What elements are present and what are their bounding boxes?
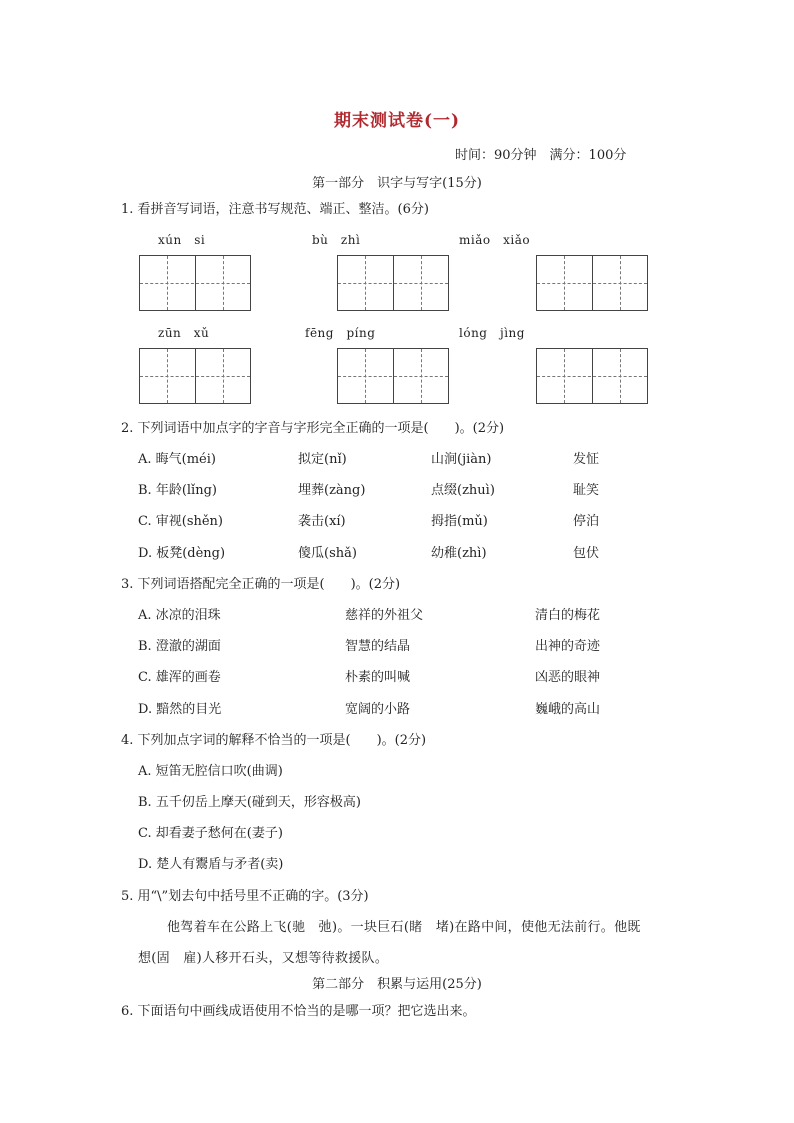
pinyin-label: fēng píng: [305, 326, 376, 340]
option-cell: 袭击(xí): [298, 514, 346, 529]
question-6: 6. 下面语句中画线成语使用不恰当的是哪一项？把它选出来。: [121, 1004, 476, 1019]
option-item: D. 楚人有鬻盾与矛者(卖): [138, 857, 284, 872]
section-heading-part2: 第二部分 积累与运用(25分): [312, 977, 482, 992]
option-item: C. 却看妻子愁何在(妻子): [138, 826, 283, 841]
option-cell: 拟定(nǐ): [298, 452, 347, 467]
option-item: A. 短笛无腔信口吹(曲调): [138, 764, 283, 779]
option-cell: D. 板凳(dèng): [138, 546, 226, 561]
option-cell: 幼稚(zhì): [431, 546, 487, 561]
option-cell: 拇指(mǔ): [431, 514, 488, 529]
option-cell: 宽阔的小路: [345, 702, 411, 717]
pinyin-label: lóng jìng: [459, 326, 525, 340]
section-heading-part1: 第一部分 识字与写字(15分): [312, 176, 482, 191]
option-cell: B. 年龄(lǐng): [138, 483, 217, 498]
option-cell: 发怔: [573, 452, 600, 467]
passage-line: 他驾着车在公路上飞(驰 弛)。一块巨石(睹 堵)在路中间，使他无法前行。他既: [167, 920, 641, 935]
question-5: 5. 用“\”划去句中括号里不正确的字。(3分): [121, 889, 369, 904]
option-item: B. 五千仞岳上摩天(碰到天，形容极高): [138, 795, 361, 810]
option-cell: 包伏: [573, 546, 600, 561]
exam-meta: 时间：90分钟 满分：100分: [455, 148, 627, 163]
option-cell: C. 雄浑的画卷: [138, 670, 221, 685]
writing-grid[interactable]: [337, 255, 449, 311]
option-cell: 智慧的结晶: [345, 639, 411, 654]
page-title: 期末测试卷(一): [333, 111, 461, 131]
writing-grid[interactable]: [139, 348, 251, 404]
writing-grid[interactable]: [139, 255, 251, 311]
writing-grid[interactable]: [337, 348, 449, 404]
pinyin-label: zūn xǔ: [158, 326, 210, 340]
option-cell: A. 晦气(méi): [138, 452, 216, 467]
option-cell: D. 黯然的目光: [138, 702, 222, 717]
option-cell: 凶恶的眼神: [535, 670, 601, 685]
option-cell: 慈祥的外祖父: [345, 608, 424, 623]
pinyin-label: xún si: [158, 233, 206, 247]
option-cell: 清白的梅花: [535, 608, 601, 623]
option-cell: 朴素的叫喊: [345, 670, 411, 685]
option-cell: C. 审视(shěn): [138, 514, 224, 529]
question-2: 2. 下列词语中加点字的字音与字形完全正确的一项是( )。(2分): [121, 421, 505, 436]
pinyin-label: bù zhì: [312, 233, 361, 247]
option-cell: 埋葬(zàng): [298, 483, 366, 498]
option-cell: 点缀(zhuì): [431, 483, 495, 498]
passage-line: 想(固 雇)人移开石头，又想等待救援队。: [138, 951, 389, 966]
question-4: 4. 下列加点字词的解释不恰当的一项是( )。(2分): [121, 733, 427, 748]
option-cell: 出神的奇迹: [535, 639, 601, 654]
question-3: 3. 下列词语搭配完全正确的一项是( )。(2分): [121, 577, 401, 592]
option-cell: 耻笑: [573, 483, 600, 498]
writing-grid[interactable]: [536, 255, 648, 311]
option-cell: 巍峨的高山: [535, 702, 601, 717]
question-1: 1. 看拼音写词语，注意书写规范、端正、整洁。(6分): [121, 202, 429, 217]
option-cell: 停泊: [573, 514, 600, 529]
option-cell: 山涧(jiàn): [431, 452, 492, 467]
writing-grid[interactable]: [536, 348, 648, 404]
option-cell: 傻瓜(shǎ): [298, 546, 357, 561]
pinyin-label: miǎo xiǎo: [459, 233, 531, 247]
option-cell: A. 冰凉的泪珠: [138, 608, 221, 623]
option-cell: B. 澄澈的湖面: [138, 639, 221, 654]
